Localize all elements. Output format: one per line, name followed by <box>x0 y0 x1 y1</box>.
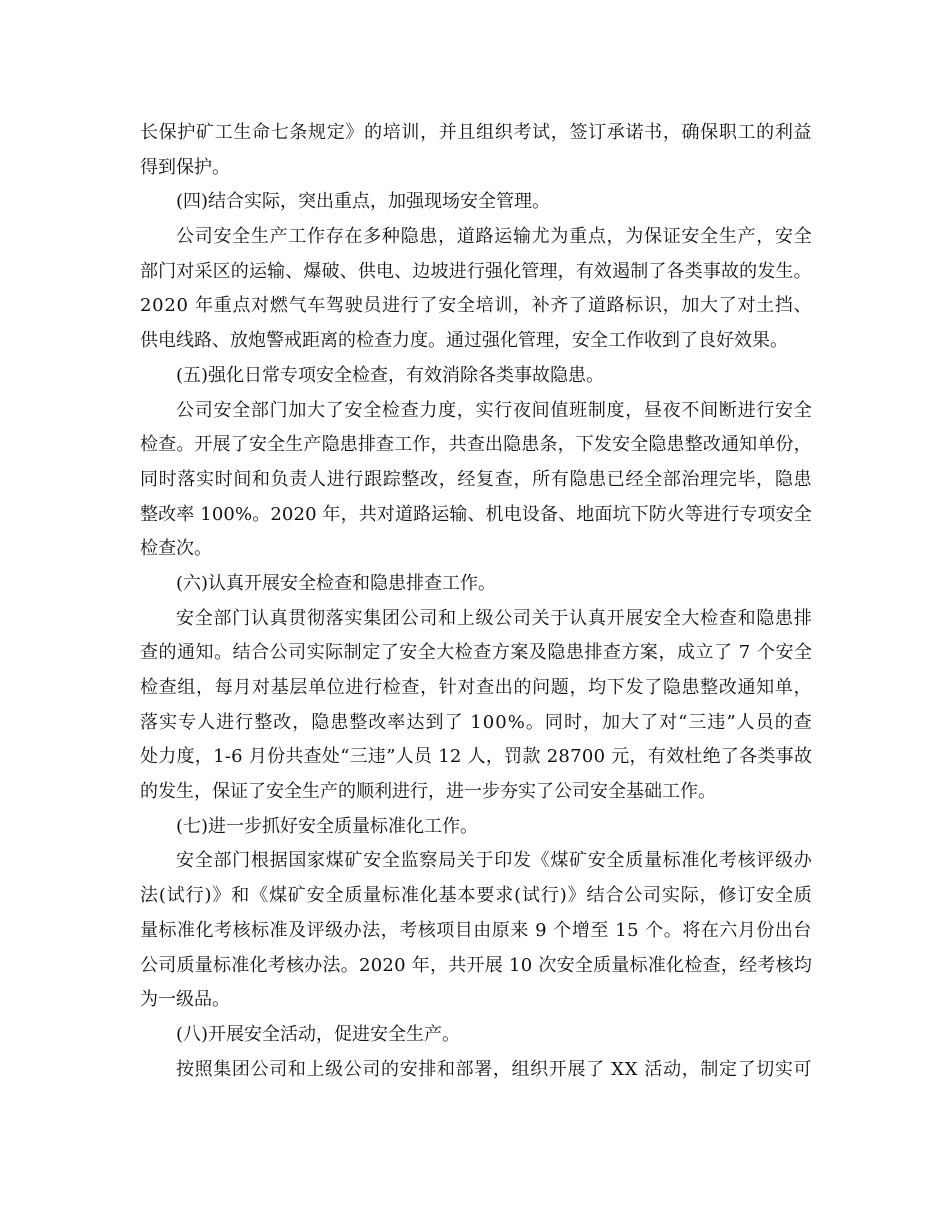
paragraph-line: 落 实 专 人 进 行 整 改 ， 隐 患 整 改 率 达 到 了 1 0 0 % 。 同 时 ， 加 大 了 对 “ 三 违 ” 人 员 的 查 <box>140 711 812 733</box>
paragraph-line: 长 保 护 矿 工 生 命 七 条 规 定 》 的 培 训 ， 并 且 组 织 考 试 ， 签 订 承 诺 书 ， 确 保 职 工 的 利 益 <box>140 122 812 143</box>
paragraph-first-line: 公 司 安 全 部 门 加 大 了 安 全 检 查 力 度 ， 实 行 夜 间 值 班 制 度 ， 昼 夜 不 间 断 进 行 安 全 <box>176 399 812 421</box>
paragraph-line: 法 ( 试 行 ) 》 和 《 煤 矿 安 全 质 量 标 准 化 基 本 要 求 ( 试 行 ) 》 结 合 公 司 实 际 ， 修 订 安 全 质 <box>140 885 812 907</box>
paragraph-line: 检 查 。 开 展 了 安 全 生 产 隐 患 排 查 工 作 ， 共 查 出 隐 患 条 ， 下 发 安 全 隐 患 整 改 通 知 单 份 ， <box>140 434 812 456</box>
paragraph-line: 处 力 度 ， 1 - 6 月 份 共 查 处 “ 三 违 ” 人 员 1 2 人 ， 罚 款 2 8 7 0 0 元 ， 有 效 杜 绝 了 各 类 事 故 <box>140 746 812 768</box>
paragraph-last-line: 供电线路、放炮警戒距离的检查力度。通过强化管理，安全工作收到了良好效果。 <box>140 330 788 352</box>
paragraph-line: 检 查 组 ， 每 月 对 基 层 单 位 进 行 检 查 ， 针 对 查 出 的 问 题 ， 均 下 发 了 隐 患 整 改 通 知 单 ， <box>140 677 812 698</box>
paragraph-line: 2 0 2 0 年 重 点 对 燃 气 车 驾 驶 员 进 行 了 安 全 培 训 ， 补 齐 了 道 路 标 识 ， 加 大 了 对 土 挡 、 <box>140 295 812 317</box>
section-heading: (五)强化日常专项安全检查，有效消除各类事故隐患。 <box>176 364 605 386</box>
paragraph-last-line: 为一级品。 <box>140 989 230 1011</box>
paragraph-last-line: 检查次。 <box>140 538 212 560</box>
paragraph-line: 量 标 准 化 考 核 标 准 及 评 级 办 法 ， 考 核 项 目 由 原 来 9 个 增 至 1 5 个 。 将 在 六 月 份 出 台 <box>140 919 812 941</box>
paragraph-first-line: 公 司 安 全 生 产 工 作 存 在 多 种 隐 患 ， 道 路 运 输 尤 为 重 点 ， 为 保 证 安 全 生 产 ， 安 全 <box>176 226 812 248</box>
paragraph-line: 公 司 质 量 标 准 化 考 核 办 法 。 2 0 2 0 年 ， 共 开 展 1 0 次 安 全 质 量 标 准 化 检 查 ， 经 考 核 均 <box>140 954 812 976</box>
section-heading: (四)结合实际，突出重点，加强现场安全管理。 <box>176 191 551 213</box>
section-heading: (七)进一步抓好安全质量标准化工作。 <box>176 815 479 837</box>
section-heading: (八)开展安全活动，促进安全生产。 <box>176 1023 461 1045</box>
paragraph-line: 整 改 率 1 0 0 % 。 2 0 2 0 年 ， 共 对 道 路 运 输 、 机 电 设 备 、 地 面 坑 下 防 火 等 进 行 专 项 安 全 <box>140 503 812 525</box>
document-body <box>140 116 812 1087</box>
section-heading: (六)认真开展安全检查和隐患排查工作。 <box>176 572 497 594</box>
paragraph-first-line: 安 全 部 门 认 真 贯 彻 落 实 集 团 公 司 和 上 级 公 司 关 于 认 真 开 展 安 全 大 检 查 和 隐 患 排 <box>176 607 812 629</box>
paragraph-last-line: 得到保护。 <box>140 156 230 178</box>
paragraph-last-line: 的发生，保证了安全生产的顺利进行，进一步夯实了公司安全基础工作。 <box>140 781 716 803</box>
paragraph-first-line: 安 全 部 门 根 据 国 家 煤 矿 安 全 监 察 局 关 于 印 发 《 煤 矿 安 全 质 量 标 准 化 考 核 评 级 办 <box>176 850 812 872</box>
paragraph-line: 查 的 通 知 。 结 合 公 司 实 际 制 定 了 安 全 大 检 查 方 案 及 隐 患 排 查 方 案 ， 成 立 了 7 个 安 全 <box>140 642 812 664</box>
paragraph-first-line: 按 照 集 团 公 司 和 上 级 公 司 的 安 排 和 部 署 ， 组 织 开 展 了 X X 活 动 ， 制 定 了 切 实 可 <box>176 1058 812 1080</box>
paragraph-line: 同 时 落 实 时 间 和 负 责 人 进 行 跟 踪 整 改 ， 经 复 查 ， 所 有 隐 患 已 经 全 部 治 理 完 毕 ， 隐 患 <box>140 468 812 490</box>
paragraph-line: 部 门 对 采 区 的 运 输 、 爆 破 、 供 电 、 边 坡 进 行 强 化 管 理 ， 有 效 遏 制 了 各 类 事 故 的 发 生 。 <box>140 260 812 282</box>
